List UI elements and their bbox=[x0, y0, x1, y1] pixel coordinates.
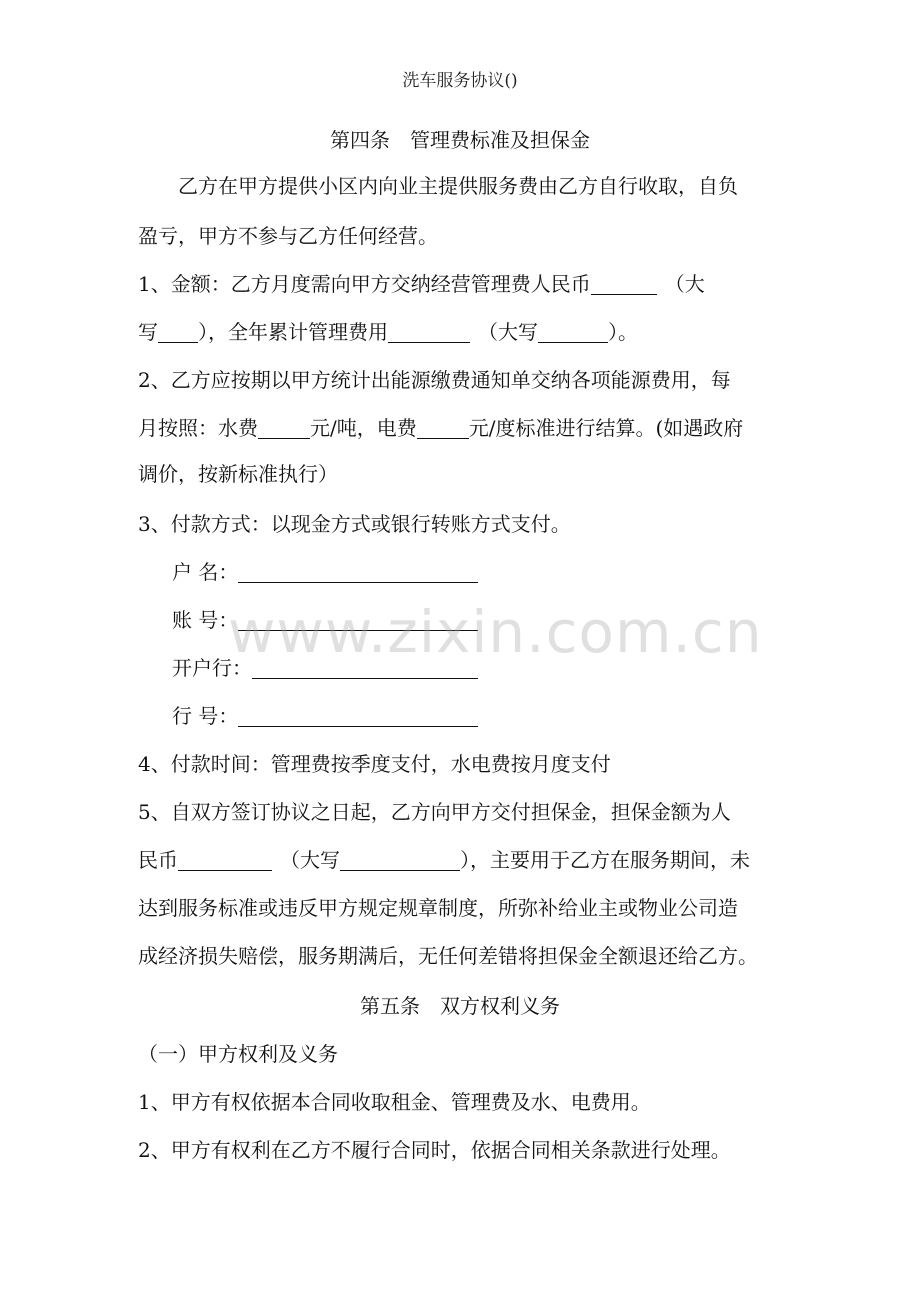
account-name-label: 户 名： bbox=[172, 560, 239, 584]
deposit-amount-blank[interactable] bbox=[178, 850, 272, 871]
account-number-row bbox=[172, 606, 822, 634]
article-4-heading: 第四条 管理费标准及担保金 bbox=[330, 128, 590, 152]
bank-label: 开户行： bbox=[172, 656, 252, 680]
article-5-subheading: （一）甲方权利及义务 bbox=[138, 1042, 338, 1066]
page-header-title: 洗车服务协议() bbox=[402, 71, 518, 91]
clause-3-payment-method: 3、付款方式：以现金方式或银行转账方式支付。 bbox=[138, 512, 571, 536]
monthly-fee-uppercase-blank[interactable] bbox=[158, 322, 198, 343]
article-5-item-1: 1、甲方有权依据本合同收取租金、管理费及水、电费用。 bbox=[138, 1090, 651, 1114]
bank-number-field[interactable] bbox=[238, 706, 478, 727]
deposit-uppercase-blank[interactable] bbox=[340, 850, 460, 871]
monthly-fee-blank[interactable] bbox=[591, 274, 657, 295]
article-4-intro-line-1: 乙方在甲方提供小区内向业主提供服务费由乙方自行收取，自负 bbox=[178, 174, 738, 198]
bank-field[interactable] bbox=[252, 658, 478, 679]
clause-5-line-3: 达到服务标准或违反甲方规定规章制度，所弥补给业主或物业公司造 bbox=[138, 896, 738, 920]
article-5-heading: 第五条 双方权利义务 bbox=[360, 994, 560, 1018]
bank-number-row bbox=[172, 702, 822, 730]
clause-1-line-2: 写 ），全年累计管理费用 （大写 ）。 bbox=[138, 320, 638, 344]
account-name-row bbox=[172, 558, 822, 586]
clause-2-line-2: 月按照：水费 元/吨，电费 元/度标准进行结算。(如遇政府 bbox=[138, 416, 744, 440]
water-rate-blank[interactable] bbox=[258, 418, 310, 439]
account-name-field[interactable] bbox=[238, 562, 478, 583]
account-number-label: 账 号： bbox=[172, 608, 239, 632]
electricity-rate-blank[interactable] bbox=[417, 418, 469, 439]
clause-5-line-4: 成经济损失赔偿，服务期满后，无任何差错将担保金全额退还给乙方。 bbox=[138, 944, 758, 968]
clause-1-line-1: 1、金额：乙方月度需向甲方交纳经营管理费人民币 （大 bbox=[138, 272, 705, 296]
annual-fee-blank[interactable] bbox=[388, 322, 470, 343]
article-4-intro-line-2: 盈亏，甲方不参与乙方任何经营。 bbox=[138, 224, 438, 248]
clause-2-line-1: 2、乙方应按期以甲方统计出能源缴费通知单交纳各项能源费用，每 bbox=[138, 368, 731, 392]
bank-number-label: 行 号： bbox=[172, 704, 239, 728]
bank-row bbox=[172, 654, 822, 682]
clause-5-line-1: 5、自双方签订协议之日起，乙方向甲方交付担保金，担保金额为人 bbox=[138, 800, 731, 824]
clause-4-payment-time: 4、付款时间：管理费按季度支付，水电费按月度支付 bbox=[138, 752, 611, 776]
annual-fee-uppercase-blank[interactable] bbox=[538, 322, 608, 343]
article-5-item-2: 2、甲方有权利在乙方不履行合同时，依据合同相关条款进行处理。 bbox=[138, 1138, 731, 1162]
clause-2-line-3: 调价，按新标准执行） bbox=[138, 462, 338, 486]
site-watermark: www.zixin.com.cn bbox=[228, 598, 763, 666]
account-number-field[interactable] bbox=[238, 610, 478, 631]
clause-5-line-2: 民币 （大写 ），主要用于乙方在服务期间，未 bbox=[138, 848, 750, 872]
